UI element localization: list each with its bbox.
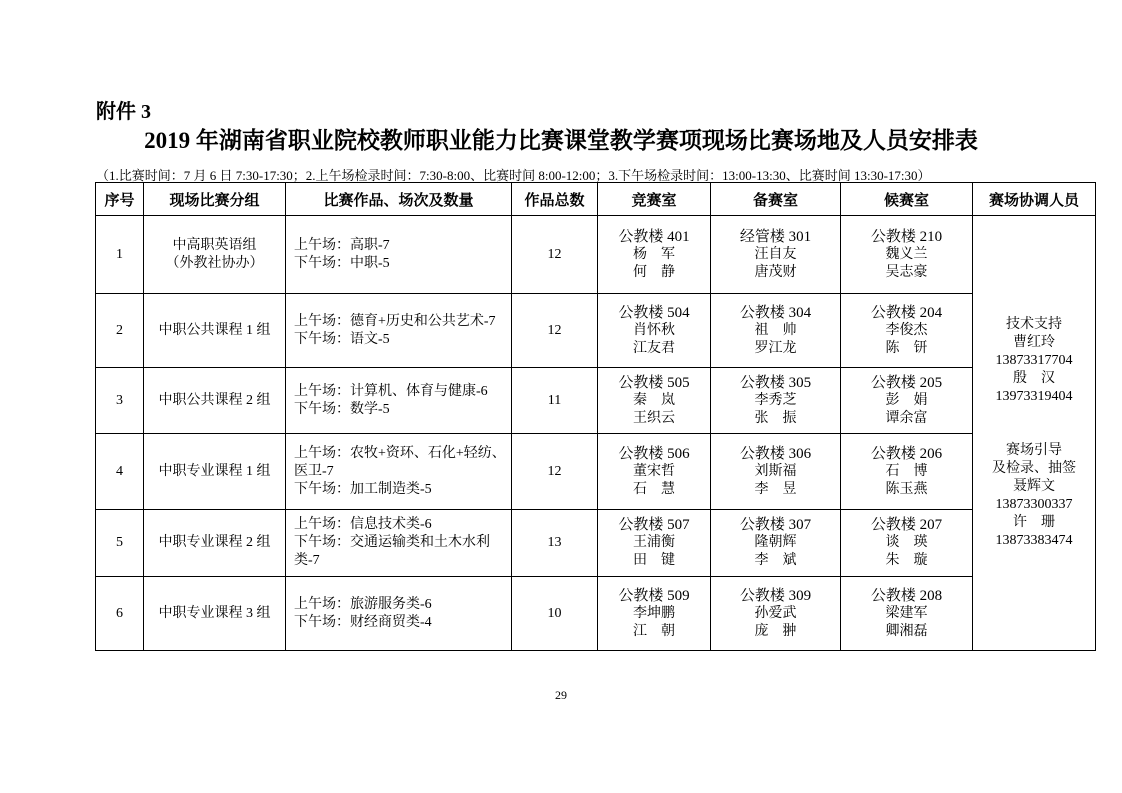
person-name: 吴志豪 [885,264,928,280]
person-name: 孙爱武 [754,605,797,621]
total-count: 10 [512,577,598,651]
total-count: 12 [512,434,598,510]
person-name: 陈 钘 [885,340,928,356]
room-name: 公教楼 401 [618,228,690,245]
table-row [96,294,1096,368]
table-row [96,216,1096,294]
group-cell [144,577,286,651]
prepare-room-cell [711,216,841,294]
header-cell: 现场比赛分组 [144,183,286,216]
works-line: 上午场：高职-7 [294,237,390,253]
person-name: 江友君 [633,340,675,356]
person-name: 刘斯福 [754,463,797,479]
room-name: 公教楼 206 [870,445,943,462]
compete-room-cell [598,510,711,577]
room-name: 公教楼 309 [739,587,812,604]
group-line: （外教社协办） [165,255,264,271]
person-name: 石 博 [885,463,928,479]
wait-room-cell [841,368,973,434]
total-count: 12 [512,294,598,368]
person-name: 田 键 [633,553,675,568]
group-cell [144,294,286,368]
staff-line: 13973319404 [995,389,1073,404]
header-cell: 比赛作品、场次及数量 [286,183,512,216]
total-count: 11 [512,368,598,434]
wait-room-cell [841,510,973,577]
works-cell [286,368,512,434]
staff-cell [973,216,1096,651]
header-cell: 作品总数 [512,183,598,216]
room-name: 公教楼 306 [739,445,812,462]
group-cell [144,216,286,294]
works-cell [286,434,512,510]
person-name: 石 慧 [633,481,675,497]
header-cell: 赛场协调人员 [973,183,1096,216]
person-name: 陈玉燕 [885,481,928,497]
person-name: 肖怀秋 [633,322,675,338]
works-line: 上午场：信息技术类-6 [294,517,432,532]
works-cell [286,510,512,577]
person-name: 何 静 [633,264,675,280]
table-row [96,577,1096,651]
compete-room-cell [598,577,711,651]
person-name: 李 斌 [754,553,797,568]
person-name: 王浦衡 [633,535,675,550]
compete-room-cell [598,368,711,434]
person-name: 谭余富 [885,410,928,426]
row-number: 1 [96,216,144,294]
staff-line: 及检录、抽签 [992,461,1076,476]
works-line: 下午场：语文-5 [294,331,390,347]
compete-room-cell [598,294,711,368]
group-cell [144,368,286,434]
room-name: 公教楼 507 [618,517,690,533]
works-line: 上午场：农牧+资环、石化+轻纺、 [294,445,506,461]
person-name: 李秀芝 [754,392,797,408]
person-name: 张 振 [754,410,797,426]
works-line: 上午场：德育+历史和公共艺术-7 [294,313,496,329]
person-name: 李 昱 [754,481,797,497]
room-name: 公教楼 207 [870,517,943,533]
table-row [96,434,1096,510]
staff-line: 13873300337 [995,497,1073,512]
total-count: 12 [512,216,598,294]
prepare-room-cell [711,294,841,368]
wait-room-cell [841,216,973,294]
total-count: 13 [512,510,598,577]
person-name: 祖 帅 [754,322,797,338]
arrangement-table [95,182,1096,651]
group-line: 中职公共课程 2 组 [158,392,271,408]
row-number: 2 [96,294,144,368]
person-name: 梁建军 [885,605,928,621]
person-name: 江 朝 [633,623,675,639]
group-line: 中高职英语组 [172,237,257,253]
person-name: 汪自友 [754,246,797,262]
prepare-room-cell [711,510,841,577]
room-name: 公教楼 505 [618,374,690,391]
room-name: 公教楼 304 [739,304,812,321]
document-title: 2019 年湖南省职业院校教师职业能力比赛课堂教学赛项现场比赛场地及人员安排表 [144,128,978,153]
prepare-room-cell [711,434,841,510]
group-line: 中职专业课程 3 组 [158,605,271,621]
table-row [96,368,1096,434]
works-cell [286,294,512,368]
person-name: 谈 瑛 [885,535,928,550]
schedule-note: （1.比赛时间：7 月 6 日 7:30-17:30；2.上午场检录时间：7:30-8:00、比赛时间 8:00-12:00；3.下午场检录时间：13:00-13:30、比赛时间 13:30-17:30） [96,168,931,183]
row-number: 3 [96,368,144,434]
header-cell: 备赛室 [711,183,841,216]
person-name: 卿湘磊 [885,623,928,639]
works-line: 类-7 [294,553,320,568]
staff-line: 聂辉文 [1013,479,1055,494]
staff-line: 赛场引导 [1006,443,1062,458]
staff-line: 13873317704 [995,353,1073,368]
person-name: 朱 璇 [885,553,928,568]
person-name: 隆朝辉 [754,535,797,550]
wait-room-cell [841,294,973,368]
staff-line: 许 珊 [1013,515,1055,530]
prepare-room-cell [711,368,841,434]
row-number: 5 [96,510,144,577]
person-name: 庞 翀 [754,623,797,639]
works-line: 下午场：数学-5 [294,401,390,417]
row-number: 6 [96,577,144,651]
person-name: 王织云 [633,410,675,426]
room-name: 公教楼 509 [618,587,690,604]
works-line: 下午场：交通运输类和土木水利 [294,535,490,550]
works-line: 医卫-7 [294,463,334,479]
works-cell [286,216,512,294]
works-cell [286,577,512,651]
person-name: 唐茂财 [754,264,797,280]
group-line: 中职专业课程 1 组 [158,463,271,479]
wait-room-cell [841,434,973,510]
works-line: 上午场：旅游服务类-6 [294,596,432,612]
works-line: 下午场：中职-5 [294,255,390,271]
table-row [96,510,1096,577]
group-cell [144,434,286,510]
works-line: 下午场：财经商贸类-4 [294,614,432,630]
person-name: 李坤鹏 [633,605,675,621]
row-number: 4 [96,434,144,510]
header-cell: 序号 [96,183,144,216]
group-line: 中职专业课程 2 组 [158,535,271,550]
staff-line: 13873383474 [995,533,1073,548]
compete-room-cell [598,216,711,294]
works-line: 下午场：加工制造类-5 [294,481,432,497]
person-name: 董宋哲 [633,463,675,479]
works-line: 上午场：计算机、体育与健康-6 [294,383,488,399]
table-header-row [96,183,1096,216]
room-name: 公教楼 305 [739,374,812,391]
room-name: 经管楼 301 [739,228,812,245]
header-cell: 竞赛室 [598,183,711,216]
room-name: 公教楼 208 [870,587,943,604]
group-line: 中职公共课程 1 组 [158,322,271,338]
wait-room-cell [841,577,973,651]
prepare-room-cell [711,577,841,651]
attachment-label: 附件 3 [96,101,151,123]
group-cell [144,510,286,577]
person-name: 魏义兰 [885,246,928,262]
staff-line: 曹红玲 [1013,335,1055,350]
person-name: 罗江龙 [754,340,797,356]
staff-line: 殷 汉 [1013,371,1055,386]
header-cell: 候赛室 [841,183,973,216]
person-name: 秦 岚 [633,392,675,408]
room-name: 公教楼 506 [618,445,690,462]
room-name: 公教楼 205 [870,374,943,391]
room-name: 公教楼 204 [870,304,943,321]
person-name: 李俊杰 [885,322,928,338]
page-number: 29 [555,688,567,702]
compete-room-cell [598,434,711,510]
room-name: 公教楼 307 [739,517,812,533]
person-name: 彭 娟 [885,392,928,408]
person-name: 杨 军 [633,246,675,262]
staff-line: 技术支持 [1006,317,1062,332]
room-name: 公教楼 210 [870,228,943,245]
room-name: 公教楼 504 [618,304,690,321]
